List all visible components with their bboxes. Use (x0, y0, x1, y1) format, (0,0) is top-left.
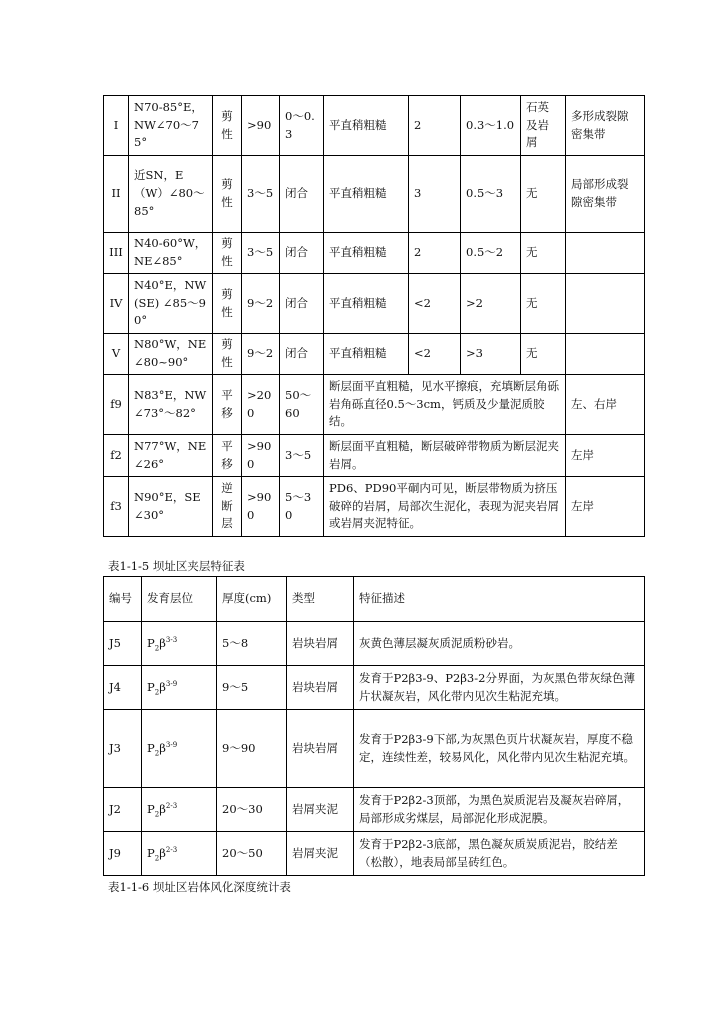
joint-id: III (104, 233, 129, 274)
fault-description: 断层面平直粗糙，见水平擦痕，充填断层角砾岩角砾直径0.5～3cm，钙质及少量泥质胶结。 (324, 375, 566, 435)
interlayer-desc: 灰黄色薄层凝灰质泥质粉砂岩。 (354, 622, 645, 666)
fault-id: f2 (104, 435, 129, 477)
interlayer-thickness: 5～8 (217, 622, 287, 666)
joint-spacing: <2 (409, 334, 461, 375)
table-row (104, 788, 645, 832)
fault-row (104, 477, 645, 537)
interlayer-thickness: 9～5 (217, 666, 287, 710)
joint-density: >3 (461, 334, 521, 375)
fault-strike: N90°E，SE∠30° (129, 477, 213, 537)
fault-nature: 平移 (213, 375, 242, 435)
layer-beta: β (159, 635, 166, 650)
interlayer-type: 岩块岩屑 (287, 622, 354, 666)
interlayer-thickness: 9～90 (217, 710, 287, 788)
joint-width: 闭合 (280, 334, 324, 375)
layer-base: P (147, 679, 155, 694)
interlayer-desc: 发育于P2β2-3底部，黑色凝灰质炭质泥岩，胶结差（松散），地表局部呈砖红色。 (354, 832, 645, 876)
joint-density: 0.5～3 (461, 156, 521, 233)
joint-row (104, 334, 645, 375)
interlayer-type: 岩屑夹泥 (287, 788, 354, 832)
joint-fault-table (103, 95, 645, 537)
column-header: 特征描述 (354, 577, 645, 622)
joint-spacing: <2 (409, 274, 461, 334)
joint-remark (566, 334, 645, 375)
joint-filling: 石英及岩屑 (521, 96, 566, 156)
joint-density: 0.3～1.0 (461, 96, 521, 156)
joint-strike: N70-85°E，NW∠70～75° (129, 96, 213, 156)
fault-strike: N83°E，NW∠73°～82° (129, 375, 213, 435)
joint-remark (566, 233, 645, 274)
layer-base: P (147, 635, 155, 650)
joint-surface: 平直稍粗糙 (324, 274, 409, 334)
joint-filling: 无 (521, 334, 566, 375)
layer-sup: 3-9 (165, 740, 178, 749)
fault-width: 3～5 (280, 435, 324, 477)
joint-filling: 无 (521, 233, 566, 274)
joint-id: II (104, 156, 129, 233)
joint-row (104, 233, 645, 274)
joint-row (104, 156, 645, 233)
joint-remark (566, 274, 645, 334)
joint-row (104, 274, 645, 334)
joint-surface: 平直稍粗糙 (324, 156, 409, 233)
table-row (104, 832, 645, 876)
fault-id: f3 (104, 477, 129, 537)
fault-nature: 平移 (213, 435, 242, 477)
layer-base: P (147, 801, 155, 816)
joint-density: >2 (461, 274, 521, 334)
fault-length: >900 (242, 477, 280, 537)
table-header-row (104, 577, 645, 622)
joint-strike: N80°W，NE∠80~90° (129, 334, 213, 375)
joint-nature: 剪性 (213, 96, 242, 156)
table-row (104, 622, 645, 666)
layer-sub: 2 (154, 809, 160, 818)
interlayer-id: J3 (104, 710, 142, 788)
joint-nature: 剪性 (213, 156, 242, 233)
joint-nature: 剪性 (213, 274, 242, 334)
joint-surface: 平直稍粗糙 (324, 96, 409, 156)
interlayer-type: 岩块岩屑 (287, 710, 354, 788)
interlayer-layer (142, 788, 217, 832)
interlayer-desc: 发育于P2β3-9下部,为灰黑色页片状凝灰岩，厚度不稳定，连续性差，较易风化，风化带内见次生粘泥充填。 (354, 710, 645, 788)
fault-strike: N77°W，NE∠26° (129, 435, 213, 477)
joint-row (104, 96, 645, 156)
joint-id: I (104, 96, 129, 156)
joint-id: V (104, 334, 129, 375)
table-caption: 表1-1-5 坝址区夹层特征表 (108, 559, 245, 573)
joint-width: 闭合 (280, 156, 324, 233)
joint-density: 0.5～2 (461, 233, 521, 274)
table-caption: 表1-1-6 坝址区岩体风化深度统计表 (108, 880, 291, 894)
fault-length: >900 (242, 435, 280, 477)
interlayer-layer (142, 622, 217, 666)
interlayer-thickness: 20～50 (217, 832, 287, 876)
layer-sub: 2 (154, 853, 160, 862)
joint-width: 闭合 (280, 274, 324, 334)
joint-filling: 无 (521, 156, 566, 233)
joint-length: 9～2 (242, 334, 280, 375)
fault-length: >200 (242, 375, 280, 435)
layer-sub: 2 (154, 643, 160, 652)
interlayer-desc: 发育于P2β3-9、P2β3-2分界面，为灰黑色带灰绿色薄片状凝灰岩，风化带内见次生粘泥充填。 (354, 666, 645, 710)
fault-description: PD6、PD90平硐内可见，断层带物质为挤压破碎的岩屑，局部次生泥化，表现为泥夹岩屑或岩屑夹泥特征。 (324, 477, 566, 537)
layer-beta: β (159, 801, 166, 816)
layer-base: P (147, 740, 155, 755)
layer-sup: 3-9 (165, 679, 178, 688)
layer-sup: 3-3 (165, 635, 178, 644)
fault-id: f9 (104, 375, 129, 435)
joint-strike: N40-60°W，NE∠85° (129, 233, 213, 274)
interlayer-desc: 发育于P2β2-3顶部，为黑色炭质泥岩及凝灰岩碎屑，局部形成劣煤层，局部泥化形成泥膜。 (354, 788, 645, 832)
interlayer-layer (142, 666, 217, 710)
layer-beta: β (159, 740, 166, 755)
joint-remark: 多形成裂隙密集带 (566, 96, 645, 156)
column-header: 发育层位 (142, 577, 217, 622)
layer-sup: 2-3 (165, 845, 178, 854)
joint-remark: 局部形成裂隙密集带 (566, 156, 645, 233)
interlayer-type: 岩块岩屑 (287, 666, 354, 710)
fault-width: 50～60 (280, 375, 324, 435)
layer-beta: β (159, 845, 166, 860)
fault-width: 5～30 (280, 477, 324, 537)
interlayer-id: J2 (104, 788, 142, 832)
joint-surface: 平直稍粗糙 (324, 233, 409, 274)
interlayer-id: J4 (104, 666, 142, 710)
interlayer-id: J5 (104, 622, 142, 666)
layer-beta: β (159, 679, 166, 694)
joint-length: 3～5 (242, 233, 280, 274)
layer-base: P (147, 845, 155, 860)
interlayer-type: 岩屑夹泥 (287, 832, 354, 876)
layer-sub: 2 (154, 748, 160, 757)
joint-nature: 剪性 (213, 233, 242, 274)
joint-spacing: 2 (409, 96, 461, 156)
joint-spacing: 3 (409, 156, 461, 233)
joint-strike: 近SN，E（W）∠80～85° (129, 156, 213, 233)
joint-length: 3～5 (242, 156, 280, 233)
joint-spacing: 2 (409, 233, 461, 274)
fault-location: 左岸 (566, 477, 645, 537)
fault-row (104, 375, 645, 435)
layer-sup: 2-3 (165, 801, 178, 810)
joint-strike: N40°E，NW(SE) ∠85～90° (129, 274, 213, 334)
fault-nature: 逆断层 (213, 477, 242, 537)
joint-length: 9～2 (242, 274, 280, 334)
joint-width: 闭合 (280, 233, 324, 274)
joint-length: >90 (242, 96, 280, 156)
interlayer-layer (142, 710, 217, 788)
fault-location: 左、右岸 (566, 375, 645, 435)
column-header: 编号 (104, 577, 142, 622)
joint-surface: 平直稍粗糙 (324, 334, 409, 375)
fault-row (104, 435, 645, 477)
layer-sub: 2 (154, 687, 160, 696)
interlayer-thickness: 20～30 (217, 788, 287, 832)
table-row (104, 666, 645, 710)
interlayer-table (103, 576, 645, 876)
joint-filling: 无 (521, 274, 566, 334)
table-row (104, 710, 645, 788)
interlayer-layer (142, 832, 217, 876)
column-header: 类型 (287, 577, 354, 622)
joint-id: IV (104, 274, 129, 334)
joint-nature: 剪性 (213, 334, 242, 375)
column-header: 厚度(cm) (217, 577, 287, 622)
joint-width: 0～0.3 (280, 96, 324, 156)
fault-description: 断层面平直粗糙，断层破碎带物质为断层泥夹岩屑。 (324, 435, 566, 477)
fault-location: 左岸 (566, 435, 645, 477)
interlayer-id: J9 (104, 832, 142, 876)
